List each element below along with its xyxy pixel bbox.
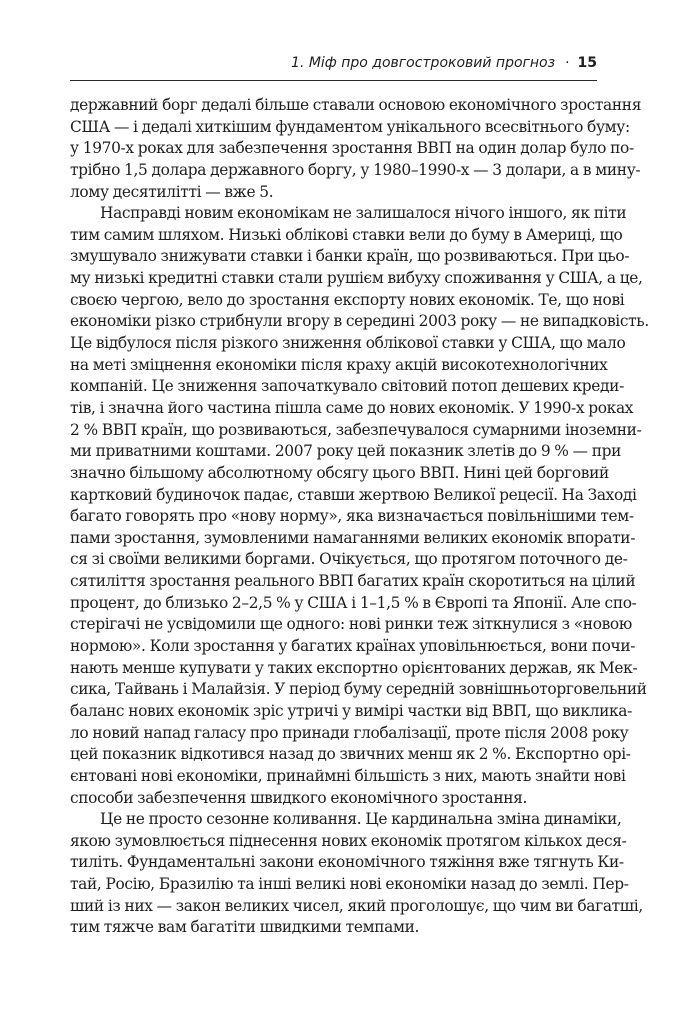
text-line: багато говорять про «нову норму», яка визначається повільнішими тем-: [70, 507, 634, 526]
text-line: єнтовані нові економіки, принаймні більшість з них, мають знайти нові: [70, 766, 626, 785]
text-line: на меті зміцнення економіки після краху акцій високотехнологічних: [70, 355, 608, 374]
text-line: компаній. Це зниження започаткувало світовий потоп дешевих креди-: [70, 377, 624, 396]
text-line: державний борг дедалі більше ставали основою економічного зростання: [70, 96, 642, 114]
text-line: картковий будиночок падає, ставши жертвою Великої рецесії. На Заході: [70, 485, 637, 504]
text-line: тим самим шляхом. Низькі облікові ставки вели до буму в Америці, що: [70, 225, 623, 244]
text-line: змушувало знижувати ставки і банки країн, що розвиваються. При цьо-: [70, 247, 630, 266]
text-line: сика, Тайвань і Малайзія. У період буму середній зовнішньоторговельний: [70, 680, 647, 699]
text-line: Насправді новим економікам не залишалося нічого іншого, як піти: [100, 204, 627, 223]
text-line: Це не просто сезонне коливання. Це кардинальна зміна динаміки,: [100, 810, 622, 829]
running-header: [70, 51, 597, 81]
text-line: ся зі своїми великими боргами. Очікується, що протягом поточного де-: [70, 550, 628, 569]
text-line: економіки різко стрибнули вгору в середині 2003 року — не випадковість.: [70, 312, 649, 331]
paragraph-3: [70, 809, 643, 939]
text-line: США — і дедалі хиткішим фундаментом унікального всесвітнього буму:: [70, 117, 630, 136]
text-line: нають менше купувати у таких експортно орієнтованих держав, як Мек-: [70, 658, 638, 677]
text-line: пами зростання, зумовленими намаганнями великих економік впорати-: [70, 528, 636, 547]
text-line: му низькі кредитні ставки стали рушієм вибуху споживання у США, а це,: [70, 269, 643, 288]
text-line: стерігачі не усвідомили ще одного: нові ринки теж зіткнулися з «новою: [70, 615, 632, 634]
text-line: тиліть. Фундаментальні закони економічного тяжіння вже тягнуть Ки-: [70, 853, 624, 872]
text-line: тим тяжче вам багатіти швидкими темпами.: [70, 918, 420, 937]
text-line: ло новий напад галасу про принади глобалізації, проте після 2008 року: [70, 723, 629, 742]
page-number: 15: [577, 55, 597, 71]
running-header-content: [291, 55, 597, 71]
text-line: цей показник відкотився назад до звичних менш як 2 %. Експортно орі-: [70, 745, 631, 764]
paragraph-1: [70, 95, 642, 203]
text-line: якою зумовлюється піднесення нових економік протягом кількох деся-: [70, 831, 627, 850]
text-line: значно більшому абсолютному обсягу цього ВВП. Нині цей борговий: [70, 463, 609, 482]
text-line: сятиліття зростання реального ВВП багатих країн скоротиться на цілий: [70, 572, 636, 591]
header-separator: ·: [565, 55, 570, 71]
text-line: баланс нових економік зріс утричі у вимірі частки від ВВП, що викликa-: [70, 701, 632, 720]
text-line: 2 % ВВП країн, що розвиваються, забезпечувалося сумарними іноземни-: [70, 420, 642, 439]
text-line: трібно 1,5 долара державного боргу, у 1980–1990-х — 3 долари, а в мину-: [70, 160, 641, 179]
text-line: нормою». Коли зростання у багатих країнах уповільнюється, вони почи-: [70, 637, 636, 656]
running-title: 1. Міф про довгостроковий прогноз: [291, 55, 556, 71]
text-line: у 1970-х роках для забезпечення зростання ВВП на один долар було по-: [70, 139, 634, 158]
text-line: ший із них — закон великих чисел, який проголошує, що чим ви багатші,: [70, 896, 643, 915]
text-line: тів, і значна його частина пішла саме до нових економік. У 1990-х роках: [70, 398, 634, 417]
text-line: своєю чергою, вело до зростання експорту нових економік. Те, що нові: [70, 290, 625, 309]
text-line: Це відбулося після різкого зниження облікової ставки у США, що мало: [70, 334, 626, 353]
text-line: способи забезпечення швидкого економічного зростання.: [70, 788, 528, 807]
text-line: ми приватними коштами. 2007 року цей показник злетів до 9 % — при: [70, 442, 622, 461]
text-line: тай, Росію, Бразилію та інші великі нові економіки назад до землі. Пер-: [70, 875, 629, 894]
body-text: [70, 95, 649, 939]
text-line: процент, до близько 2–2,5 % у США і 1–1,5 % в Європі та Японії. Але спо-: [70, 593, 637, 612]
text-line: лому десятилітті — вже 5.: [70, 182, 274, 201]
paragraph-2: [70, 203, 649, 809]
